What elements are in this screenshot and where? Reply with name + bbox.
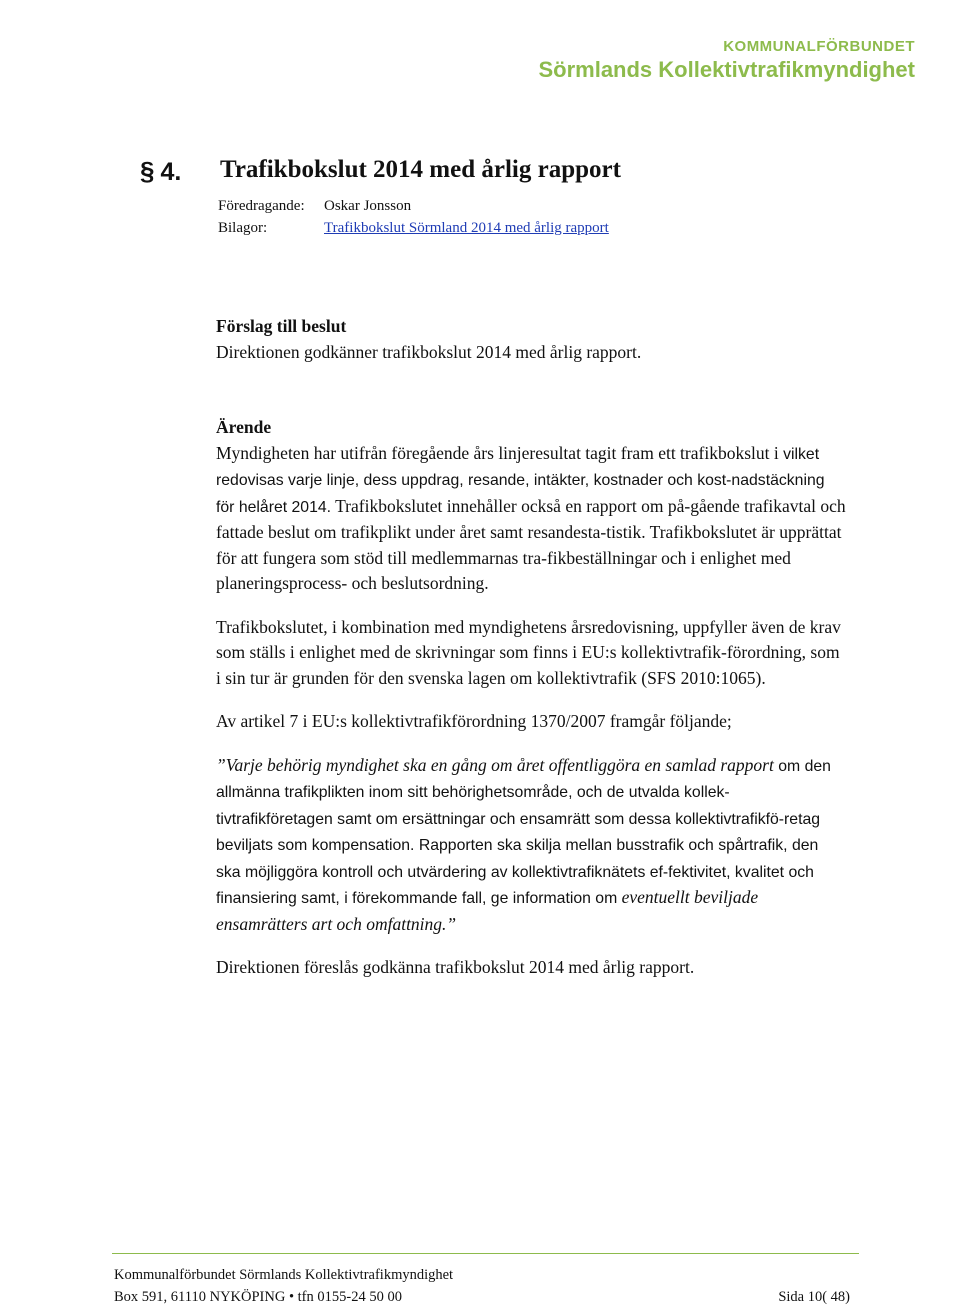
meta-block [218,195,609,239]
matter-paragraph-5: Direktionen föreslås godkänna trafikbokslut 2014 med årlig rapport. [216,957,695,977]
matter-paragraph-3: Av artikel 7 i EU:s kollektivtrafikförordning 1370/2007 framgår följande; [216,711,732,731]
presenter-label: Föredragande: [218,198,305,214]
footer-row [114,1286,850,1308]
section-title: Trafikbokslut 2014 med årlig rapport [220,156,621,183]
page-number: Sida 10( 48) [778,1289,850,1305]
quote-end: eventuellt beviljade ensamrätters art och omfattning.” [216,887,759,934]
quote-body: om den allmänna trafikplikten inom sitt behörighetsområde, och de utvalda kollek-tivtrafikföretagen samt om ersättningar och ensamrätt som dessa kollektivtrafikfö-retag beviljats som kompensation. Rapporten ska skilja mellan busstrafik och spårtrafik, den ska möjliggöra kontroll och utvärdering av kollektivtrafiknätets ef-fektivitet, kvalitet och finansiering samt, i förekommande fall, ge information om [216,757,831,907]
matter-p1-middle: vilket redovisas varje linje, dess uppdrag, resande, intäkter, kostnader och kost-nadstäckning för helåret 2014. [216,445,825,516]
document-body [216,314,846,981]
attachment-label: Bilagor: [218,220,268,236]
matter-p1-end: Trafikbokslutet innehåller också en rapport om på-gående trafikavtal och fattade beslut om trafikplikt under året samt resandesta-tistik. Trafikbokslutet är upprättat för att fungera som stöd till medlemmarnas tra-fikbeställningar och i enlighet med planeringsprocess- och beslutsordning. [216,495,846,593]
matter-heading: Ärende [216,417,272,437]
presenter-name: Oskar Jonsson [324,198,412,214]
proposal-text: Direktionen godkänner trafikbokslut 2014 med årlig rapport. [216,341,642,362]
proposal-heading: Förslag till beslut [216,316,347,336]
matter-p1-start: Myndigheten har utifrån föregående års linjeresultat tagit fram ett trafikbokslut i [216,442,779,463]
footer-address: Box 591, 61110 NYKÖPING • tfn 0155-24 50 00 [114,1289,402,1305]
paragraph-symbol: § [140,156,155,186]
footer-organization: Kommunalförbundet Sörmlands Kollektivtrafikmyndighet [114,1267,454,1283]
section-number: 4. [160,158,182,186]
matter-paragraph-2: Trafikbokslutet, i kombination med myndighetens årsredovisning, uppfyller även de krav som ställs i enlighet med de skrivningar som finns i EU:s kollektivtrafik-förordning, som i sin tur är grunden för den svenska lagen om kollektivtrafik (SFS 2010:1065). [216,616,841,688]
page-footer [114,1264,850,1308]
matter-paragraph-1 [216,441,846,597]
footer-divider [112,1253,859,1254]
attachment-link[interactable]: Trafikbokslut Sörmland 2014 med årlig rapport [324,220,609,236]
organization-logo [538,38,915,84]
attachment-row [218,217,609,239]
quote-paragraph [216,753,846,938]
presenter-row [218,195,609,217]
logo-line-1: KOMMUNALFÖRBUNDET [723,38,915,55]
logo-line-2: Sörmlands Kollektivtrafikmyndighet [538,57,915,82]
section-heading [140,156,621,187]
quote-start: ”Varje behörig myndighet ska en gång om året offentliggöra en samlad rapport [216,754,774,775]
